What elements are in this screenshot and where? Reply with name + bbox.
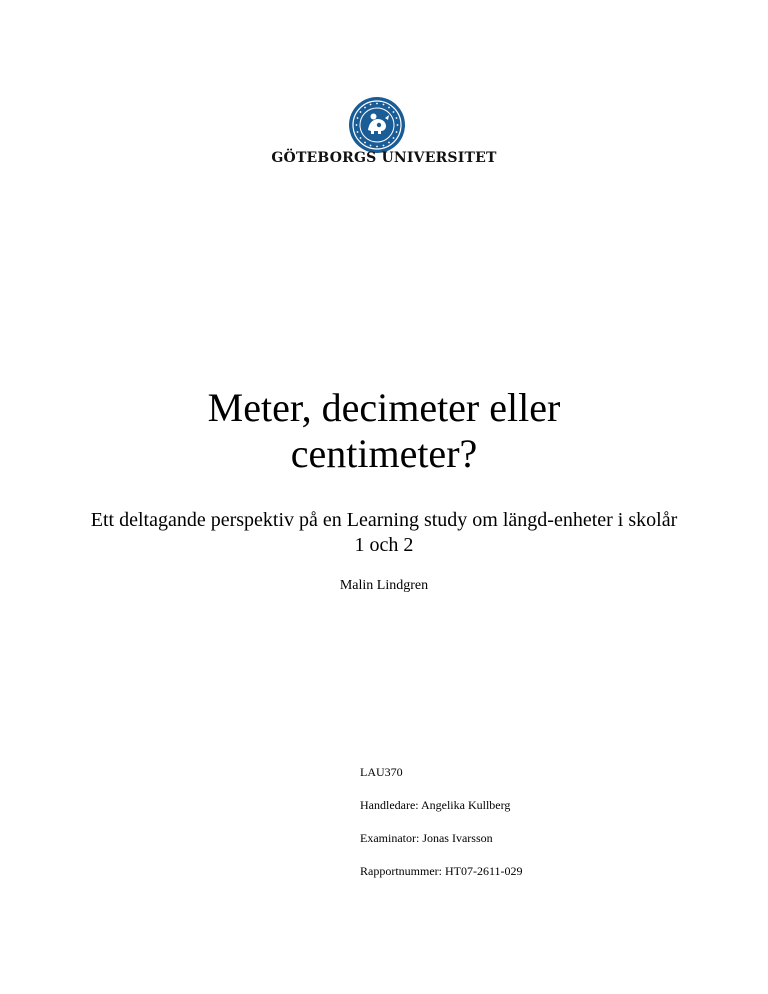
subtitle: Ett deltagande perspektiv på en Learning study om längd-enheter i skolår 1 och 2 — [90, 509, 678, 556]
university-name: GÖTEBORGS UNIVERSITET — [271, 150, 497, 166]
report-number: Rapportnummer: HT07-2611-029 — [360, 864, 523, 878]
title-line-1: Meter, decimeter eller — [207, 385, 561, 430]
page-title — [0, 385, 768, 477]
title-line-2: centimeter? — [290, 431, 478, 476]
supervisor: Handledare: Angelika Kullberg — [360, 798, 511, 812]
course-code: LAU370 — [360, 765, 403, 779]
university-seal-icon — [348, 96, 406, 154]
examiner: Examinator: Jonas Ivarsson — [360, 831, 493, 845]
author-name: Malin Lindgren — [339, 578, 429, 593]
report-metadata — [360, 764, 523, 896]
